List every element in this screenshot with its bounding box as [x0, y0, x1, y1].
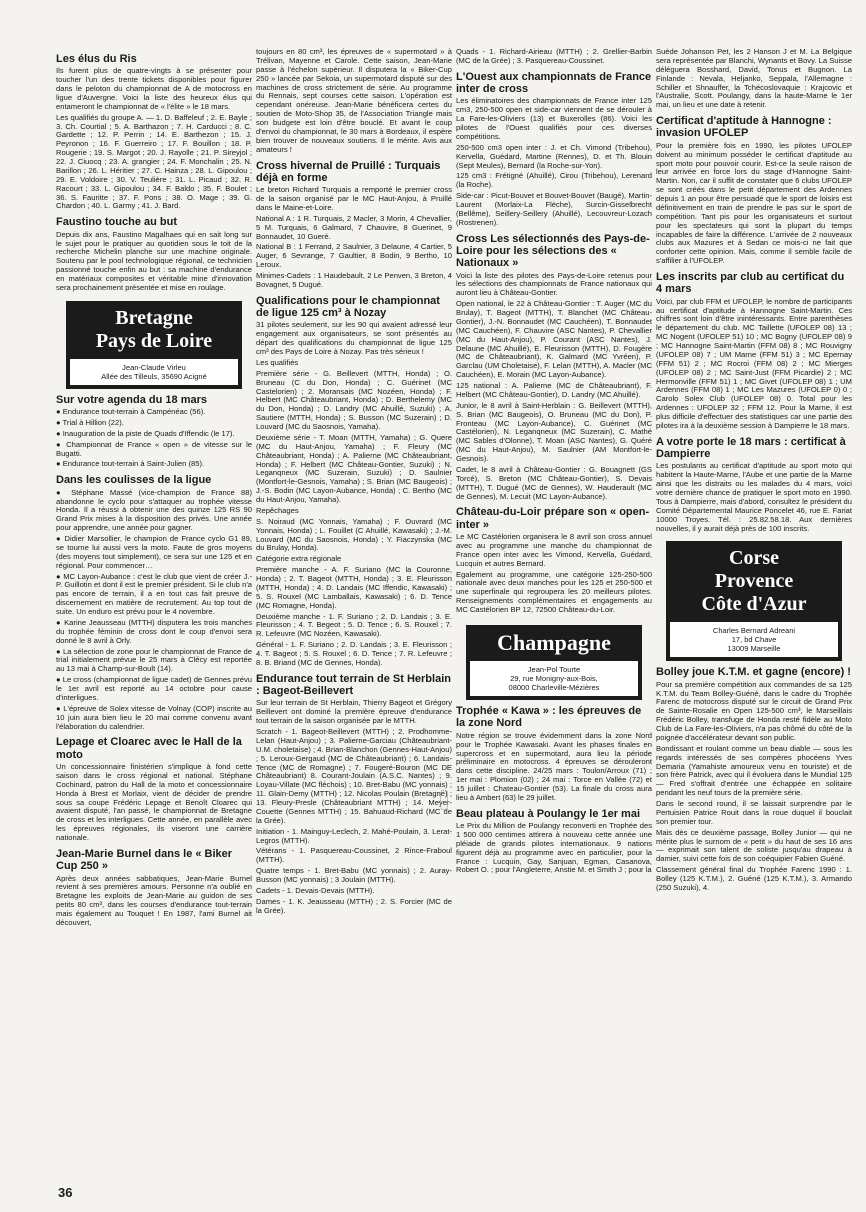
article-text: Première manche - A. F. Suriano (MC la Couronne, Honda) ; 2. T. Bageot (MTTH, Honda) ; 3. E. Fleurisson (MTTH, Honda) ; 4. D. Landais (MC Iffendic, Kawasaki) ; 5. S. Rouxel (MC Lamballais, Kawasaki) ; 6. D. Tence (MC Romagne, Honda).: [256, 565, 452, 610]
article-text: 125 national : A. Palierne (MC de Châteaubriant), F. Helbert (MC Château-Gontier), D. Landry (MC Ahuillé).: [456, 381, 652, 399]
agenda-item: ● Endurance tout-terrain à Saint-Julien (85).: [56, 459, 205, 469]
region-name: Champagne: [497, 629, 611, 655]
article-text: Mais dès ce deuxième passage, Bolley Junior — qui ne mérite plus le surnom de « petit » du haut de ses 16 ans — exprimait son talent de soliste jusqu'au drapeau à damier, suivi cette fois de son coéquipier Fabien Guéné.: [656, 827, 852, 864]
article-text: Classement général final du Trophée Farenc 1990 : 1. Bolley (125 K.T.M.), 2. Guéné (125 K.T.M.), 3. Armando (250 Suzuki), 4.: [656, 865, 852, 892]
page-number: 36: [58, 1185, 73, 1200]
article-title: A votre porte le 18 mars : certificat à Dampierre: [656, 435, 846, 461]
article-text: Bondissant et roulant comme un beau diable — sous les regards intéressés de ses compères phocéens Yves Demaria (Yamahiste amoureux venu en touriste) et de son frère Patrick, avec qui il évoluera dans le Mundial 125 — Fred s'offrait d'entrée une échappée en solitaire pendant les neuf tours de la première série.: [656, 743, 852, 798]
article-text: 250-500 cm3 open inter : J. et Ch. Vimond (Tribehou), Kervella, Guédard, Martine (Rennes), D. et Th. Blouin (Sept Meules), Bernard (la Roche-sur-Yon).: [456, 142, 652, 170]
column-1: [56, 48, 252, 1182]
region-name: Pays de Loire: [95, 329, 213, 352]
article-text: Junior, le 8 avril à Saint-Herblain : G. Beillevert (MTTH), S. Brian (MC Baugeois), O. Bruneau (MC du Don), P. Fronteau (MC Layon-Aubance), C. Guérinet (MC Castélorien), N. Leganqneux (MC Suzerain), C. Mathé (MC Sables d'Olonne), T. Moan (ASC Nantes), G. Quéré (MC du Haut-Anjou), M. Saulnier (AM Montfort-le-Gesnois).: [456, 400, 652, 464]
article-text: Le MC Castélorien organisera le 8 avril son cross annuel avec au programme une manche du championnat de France open inter avec les Vimond, Kervella, Guédard, Lucquin et autres Bernard.: [456, 532, 652, 568]
article-title: Bolley joue K.T.M. et gagne (encore) !: [656, 666, 851, 679]
article-title: Trophée « Kawa » : les épreuves de la zone Nord: [456, 705, 642, 730]
article-text: Voici, par club FFM et UFOLEP, le nombre de participants au certificat d'aptitude à Hannogne Saint-Martin. Ces chiffres sont loin d'être inintéressants. Entre parenthèses le département du club. MC Taillette (UFOLEP 08) 13 ; MC Nogent (UFOLEP 51) 10 ; MC Bogny (UFOLEP 08) 9 ; MC Hannogne Saint-Martin (FFM 08) 8 ; MC Rouvigny (UFOLEP 08) 7 ; UM Marne (FFM 51) 3 ; MC Epernay (FFM 51) 2 ; MC Rocroi (FFM 08) 2 ; MC Mierges (UFOLEP 08) 2 ; MC Saint-Just (FFM Picardie) 2 ; MC Hermonville (FFM 51) 1 ; MC Givet (UFOLEP 08) 1 ; UM Ardennes (FFM 08) 1 ; MC Les Mazures (UFOLEP 0) 0 ; Carolo Solex Club (UFOLEP 08) 0. Total pour les Ardennes : UFOLEP 32 ; FFM 12. Pour la Marne, il est plus difficile d'effectuer des statistiques car une partie des pilotes ira à la deuxième session à Dampierre le 18 mars.: [656, 296, 852, 430]
article-text: Première série - G. Beillevert (MTTH, Honda) ; O. Bruneau (C du Don, Honda) ; C. Guérinet (MC Castelorien) ; 2. Moransais (MC Nozéen, Honda) ; F. Helbert (MC Châteaubriant, Honda) ; D. Berthelemy (MC du Don, Honda) ; D. Landry (MC Ahuillé, Suzuki) ; A. Sautiere (MTTH, Honda) ; S. Busson (MC Suzerain) ; D. Louvard (MC du Saosnois, Yamaha).: [256, 368, 452, 431]
contact-name: Charles Bernard Adreani: [712, 626, 796, 636]
article-title: Dans les coulisses de la ligue: [56, 474, 212, 487]
binding-mark: [440, 790, 448, 810]
region-name: Provence: [714, 570, 794, 593]
article-text: Vétérans - 1. Pasquereau-Coussinet, 2 Rince-Fraboul (MTTH).: [256, 846, 452, 865]
article-text: Minimes-Cadets : 1 Haudebault, 2 Le Penven, 3 Breton, 4 Bovagnet, 5 Dugué.: [256, 271, 452, 289]
region-name: Côte d'Azur: [701, 593, 807, 616]
article-text: Deuxième manche - 1. F. Suriano ; 2. D. Landais ; 3. E. Fleurisson ; 4. T. Begeot ; 5. D. Tence ; 6. S. Rouxel ; 7. R. Lefeuvre (MC Nozéen, Kawasaki).: [256, 611, 452, 639]
article-text: Sur leur terrain de St Herblain, Thierry Bageot et Grégory Beillevert ont dominé la première épreuve d'endurance tout terrain de la saison organisée par le MTTH.: [256, 698, 452, 726]
article-text: Voici la liste des pilotes des Pays-de-Loire retenus pour les sélections des championnats de France nationaux qui auront lieu à Château-Gontier.: [456, 270, 652, 298]
article-title: Lepage et Cloarec avec le Hall de la moto: [56, 736, 242, 761]
contact-address: 29, rue Monigny-aux-Bois,: [510, 674, 598, 684]
region-name: Bretagne: [115, 306, 193, 329]
article-title: Endurance tout terrain de St Herblain : Bageot-Beillevert: [256, 672, 451, 698]
article-text: ● Didier Marsollier, le champion de France cyclo G1 89, se tourne lui aussi vers la moto. Faute de gros moyens (des moyens tout simplement), ce sera sur une 125 et en régional. Pour commencer…: [56, 534, 252, 570]
region-box-champagne: [466, 625, 642, 700]
article-text: Le breton Richard Turquais a remporté le premier cross de la saison organisé par le MC Haut-Anjou, à Pruillé dans le Maine-et-Loire.: [256, 185, 452, 212]
article-text: 31 pilotes seulement, sur les 90 qui avaient adressé leur engagement aux organisateurs, se sont présentés au départ des qualifications du championnat de ligue 125 cm³ des Pays de Loire à Nozay. Pas très sérieux !: [256, 320, 452, 356]
article-title: Faustino touche au but: [56, 216, 177, 229]
article-text: Repêchages: [256, 505, 299, 515]
article-text: Notre région se trouve évidemment dans la zone Nord pour le Trophée Kawasaki. Avant les phases finales en supercross et en supermotard, aura lieu la période préliminaire en motocross. 4 épreuves se dérouleront dans cette discipline. 24/25 mars : Toulon/Arroux (71) ; 1er mai : Plomion (02) ; 24 mai : Torce en Vallée (72) et 15 juillet : Chateau-Gontier (53). La finale du cross aura lieu à Ambert (63) le 29 juillet.: [456, 730, 652, 802]
region-name: Corse: [729, 547, 779, 570]
column-3: [456, 48, 652, 1182]
column-2: [256, 48, 452, 1182]
region-contact: [670, 622, 838, 657]
article-text: Pour sa première compétition aux commandes de sa 125 K.T.M. du Team Bolley-Guéné, dans le cadre du Trophée Farenc de motocross disputé sur le circuit de Grand Prix de Sainte-Rosalie en Open 125-500 cm³, le Marseillais Frédéric Bolley, transfuge de Honda resté fidèle au Moto Club de La Fare-les-Oliviers, n'a pas chômé du côté de la poignée d'accélérateur devant son public.: [656, 679, 852, 742]
region-box-corse-provence: [666, 541, 842, 661]
article-text: ● L'épreuve de Solex vitesse de Volnay (COP) inscrite au 10 juin aura bien lieu le 20 mai comme convenu avant l'élaboration du calendrier.: [56, 703, 252, 731]
contact-name: Jean-Pol Tourte: [527, 665, 581, 675]
article-text: Initiation - 1. Mainguy-Leclech, 2. Mahé-Poulain, 3. Lerat-Legros (MTTH).: [256, 826, 452, 845]
agenda-item: ● Inauguration de la piste de Quads d'Iffendic (le 17).: [56, 428, 235, 438]
article-text: Deuxième série - T. Moan (MTTH, Yamaha) ; G. Quere (MC du Haut-Anjou, Yamaha) ; F. Fleury (MC Châteaubriant, Honda) ; A. Palierne (MC Châteaubriant, Honda) ; F. Helbert (MC Château-Gontier, Suzuki) ; N. Leganqneux (MC Suzerain, Suzuki) ; D. Saulnier (Montfort-le-Gesnois, Yamaha) ; S. Brian (MC Baugeois) ; J.-S. Bodin (MC Layon-Aubance, Honda) ; C. Bertho (MC du Haut-Anjou, Yamaha).: [256, 432, 452, 504]
article-text: ● MC Layon-Aubance : c'est le club que vient de créer J.-P. Guillotin et dont il est le premier président. Si le club n'a pas encore de terrain, il a en tout cas fait preuve de discernement en matière de recrutement. Au top tout de suite. Un enduro est prévu pour le 4 novembre.: [56, 571, 252, 616]
article-text: Suède Johanson Pet, les 2 Hanson J et M. La Belgique sera représentée par Blanchi, Wynants et Bovy. La Suisse déléguera Bosshard, David, Tonus et Bugnon. La Finlande : Nevala, Heljanko, Seppala, l'Allemagne : Schiller et Shnauffer, la Tchécoslovaquie : Krajcovic et l'Australie, Scott. Poulangy, dans la haute-Marne le 1er mai, un lieu et une date à retenir.: [656, 48, 852, 110]
article-text: S. Noiraud (MC Yonnais, Yamaha) ; F. Ouvrard (MC Yonnais, Honda) ; L. Fouillet (C Ahuillé, Kawasaki) ; J.-M. Louvard (MC du Saosnois, Honda) ; Y. Fiaczynska (MC du Brulay, Honda).: [256, 516, 452, 553]
article-text: Cadets - 1. Devais-Devais (MTTH).: [256, 885, 375, 895]
article-text: Cadet, le 8 avril à Château-Gontier : G. Bouagnett (GS Torcé), S. Breton (MC Château-Gontier), S. Devais (MTTH), T. Dugué (MC de Gennes), W. Hauderault (MC de Gennes), M. Lecuit (MC Layon-Aubance).: [456, 464, 652, 501]
article-title: Beau plateau à Poulangy le 1er mai: [456, 807, 641, 820]
article-title: Sur votre agenda du 18 mars: [56, 393, 207, 406]
agenda-item: ● Championnat de France « open » de vitesse sur le Bugatti.: [56, 439, 252, 458]
article-title: L'Ouest aux championnats de France inter de cross: [456, 70, 652, 96]
region-contact: [470, 661, 638, 696]
article-text: Open national, le 22 à Château-Gontier : T. Auger (MC du Brulay), T. Bageot (MTTH), T. Blanchet (MC Château-Gontier), J.-N. Bonnaudet (MC Cauchéen), T. Bonnaudet (MC Cauchéen), F. Chauvire (ASC Nantes), P. Chevallier (MC du Haut-Anjou), P. Courant (ASC Nantes), J. Delaune (MC Ahuillé), E. Fleurisson (MTTH), D. Fougère (MC de Châteaubriant), K. Galmard (MC Yvréen), P. Garclau (UM Choletaise), F. Lelan (MTTH), A. Macler (MC Cauchéen), E. Morain (MC Layon-Aubance).: [456, 299, 652, 380]
article-text: Depuis dix ans, Faustino Magalhaes qui en sait long sur le sujet pour le pratiquer au quotidien sous le toit de la recherche Michelin planche sur une machine originale. Soutenu par le pool technologique régional, ce technicien passionné touche enfin au but : sa machine d'endurance en matériaux composites et véritable mine d'innovation sera prochainement présentée et mise en roulage.: [56, 229, 252, 292]
article-title: Les inscrits par club au certificat du 4 mars: [656, 271, 845, 296]
article-text: 125 cm3 : Frétigné (Ahuillé), Cirou (Tribehou), Lerenard (la Roche).: [456, 171, 652, 190]
contact-name: Jean-Claude Virleu: [122, 362, 186, 372]
article-text: Les postulants au certificat d'aptitude au sport moto qui habitent la Haute-Marne, l'Aube et une partie de la Marne ainsi que les distraits ou les malades du 4 mars, voici votre dernière chance de pratiquer le sport moto en 1990. Tous à Dampierre, mais d'abord, consultez le président du Comité Départemental Maurice Poncelet 46, rue E. Fariat 10000 Troyes. Tél. : 25.82.58.18. Aux dernières nouvelles, il y aurait déjà près de 100 inscrits.: [656, 461, 852, 533]
article-text: Quatre temps - 1. Bret-Babu (MC yonnais) ; 2. Auray-Busson (MC yonnais) ; 3 Joulain (MTTH).: [256, 866, 452, 884]
article-text: ● Karine Jeausseau (MTTH) disputera les trois manches du trophée féminin de cross dont le coup d'envoi sera donné le 8 avril à Orly.: [56, 617, 252, 645]
article-title: Certificat d'aptitude à Hannogne : invasion UFOLEP: [656, 115, 832, 140]
article-text: Dans le second round, il se laissait surprendre par le Pertuisien Patrice Rouit dans la roue duquel il bouclait son premier tour.: [656, 799, 852, 826]
article-title: Château-du-Loir prépare son « open-inter »: [456, 506, 650, 531]
article-text: Scratch - 1. Bageot-Beillevert (MTTH) ; 2. Prodhomme-Lelan (Haut-Anjou) ; 3. Palierne-Garciau (Châteaubriant-U.M. choletaise) ; 4. Brian-Blanchon (Gennes-Haut-Anjou) ; 5. Leroux-Gergaud (MC de Châteaubriant) ; 6. Landais-Tence (MC de Romagne) ; 7. Fougeré-Bouron (MC DE Châteaubriant) 8. Courant-Joulain (A.S.C. Nantes) ; 9. Loyau-Villate (MC fléchois) ; 10. Bret-Babu (MC yonnais) ; 11. Glain-Demy (MTTH) ; 12. Nicolas Poulain (Bretagne) ; 13. Fleury-Presle (Châteaubriant MTTH) ; 14. Meyer-Couette (Gennes MTTH) ; 15. Bahuaud-Richard (MC de la Grée).: [256, 727, 452, 825]
article-title: Cross Les sélectionnés des Pays-de-Loire pour les sélections des « Nationaux »: [456, 232, 650, 270]
article-text: National B : 1 Ferrand, 2 Saulnier, 3 Delaune, 4 Cartier, 5 Auger, 6 Sevrange, 7 Gaultier, 8 Bodin, 9 Bertho, 10 Leroux.: [256, 242, 452, 270]
article-text: Pour la première fois en 1990, les pilotes UFOLEP doivent au minimum posséder le certificat d'aptitude au sport moto pour pouvoir courir. Est-ce la seule raison de leur arrivée en force lors du stage d'Hannogne Saint-Martin. Non, car il suffit de constater que 6 clubs UFOLEP se sont créés dans le petit département des Ardennes depuis 1 an pour être persuadé que le sport de loisirs est définitivement en train de prendre le pas sur le sport de compétition. Tant pis pour les organisateurs et surtout pour les spectateurs qui sont la plupart du temps incapables de faire la différence. L'arrivée de 2 nouveaux clubs aux Mazures et à Sedan ce mois-ci ne fait que conforter cette opinion. Mais, comme il semble facile de s'affilier à l'UFOLEP.: [656, 140, 852, 266]
contact-city: 13009 Marseille: [727, 644, 781, 654]
agenda-item: ● Endurance tout-terrain à Campénéac (56).: [56, 407, 206, 417]
article-text: Quads - 1. Richard-Airieau (MTTH) ; 2. Grellier-Barbin (MC de la Grée) ; 3. Pasquereau-Coussinet.: [456, 48, 652, 65]
article-text: toujours en 80 cm³, les épreuves de « supermotard » à Trélivan, Mayenne et Carole. Cette saison, Jean-Marie passe à l'échelon supérieur. Il disputera la « Biker-Cup 250 » lancée par Sekoia, un supermotard disputé sur des machines de cross strictement de série. Au programme du Rennais, sept courses cette saison. L'opération est cependant onéreuse. Jean-Marie bénéficera certes du soutien de Moto-Shop 35, de l'Association Triangle mais son budgete est loin d'être bouclé. Et avant le coup d'envoi du championnat, le 30 mars à Bordeaux, il espère bien trouver de nouveaux soutiens. Il le mérite. Avis aux amateurs !: [256, 48, 452, 154]
article-title: Qualifications pour le championnat de ligue 125 cm³ à Nozay: [256, 294, 440, 320]
contact-address: 17, bd Chave: [731, 635, 777, 645]
article-text: ● Stéphane Massé (vice-champion de France 88) abandonne le cyclo pour s'attaquer au trophée vitesse Honda. Il a réussi à obtenir une des quinze 125 RS 90 Grand Prix mises à la disposition des privés. Une année pour apprendre, une année pour gagner.: [56, 487, 252, 533]
article-title: Jean-Marie Burnel dans le « Biker Cup 250 »: [56, 847, 233, 873]
contact-address: Allée des Tilleuls, 35690 Acigné: [101, 371, 207, 381]
article-text: Les éliminatoires des championnats de France inter 125 cm3, 250-500 open et side-car viennent de se dérouler à La Fare-les-Oliviers (13) et Buxerolles (86). Voici les pilotes de l'Ouest qualifiés pour ces diverses compétitions.: [456, 96, 652, 141]
article-text: Général - 1. F. Suriano ; 2. D. Landais ; 3. E. Fleurisson ; 4. T. Bageot ; 5. S. Rouxel ; 6. D. Tence ; 7. R. Lefeuvre ; 8. B. Briand (MC de Gennes, Honda).: [256, 640, 452, 667]
article-text: Les qualifiés: [256, 357, 299, 367]
article-text: National A : 1 R. Turquais, 2 Macler, 3 Morin, 4 Chevallier, 5 M. Turquais, 6 Galmard, 7 Chauvire, 8 Guerinet, 9 Bonnaudet, 10 Gueré.: [256, 213, 452, 241]
region-contact: [70, 359, 238, 385]
article-text: Catégorie extra régionale: [256, 554, 342, 564]
article-text: Après deux années sabbatiques, Jean-Marie Burnel revient à ses premières amours. Personne n'a oublié en Bretagne les exploits de Jean-Marie au guidon de ses petits 80 cm³, dans les courses d'endurance tout-terrain mais également au Touquet ! En 1987, l'ami Burnel ait découvert,: [56, 873, 252, 927]
article-text: Le Prix du Million de Poulangy reconverti en Trophée des 1 500 000 centimes attirera à nouveau cette année une pléiade de grands pilotes internationaux. 9 nations figurent déjà au programme avec en particulier, pour la France : Lucquin, Gay, Sanjuan, Egman, Casanova, Robert O. ; pour l'Angleterre, Anstie M. et Smith J ; pour la: [456, 821, 652, 875]
article-text: Side-car : Picut-Bouvet et Bouvet-Bouvet (Baugé), Martin-Laurent (Morlaix-La Flèche), Surcin-Gisselbrecht (Bellême), Seillery-Seillery (Ahuillé), Lecouvreur-Lozach (Rostrenen).: [456, 191, 652, 227]
region-box-bretagne: [66, 301, 242, 389]
article-text: ● Le cross (championnat de ligue cadet) de Gennes prévu le 1er avril est reporté au 14 octobre pour cause d'interligues.: [56, 675, 252, 702]
article-text: Un concessionnaire finistérien s'implique à fond cette saison dans le cross régional et national. Stéphane Cochinard, patron du Hall de la moto et concessionnaire Honda à Brest et Morlaix, vient de décider de prendre sous sa coupe Frédéric Lepage et Benoît Cloarec qui avaient disputé, l'an passé, le championnat de Bretagne de cross et les interligues. Cette année, en parallèle avec les épreuves régionales, ils viseront une carrière nationale.: [56, 762, 252, 842]
article-text: Ils furent plus de quatre-vingts à se présenter pour toucher l'un des trente tickets disponibles pour figurer dans le peloton du championnat de A de motocross en ligue d'Auvergne. Voici la liste des heureux élus qui entameront le championnat de « l'élite » le 18 mars.: [56, 66, 252, 111]
article-text: ● La sélection de zone pour le championnat de France de trial initialement prévue le 25 mars à Clécy est reportée au 13 mai à Champ-sur-Boult (14).: [56, 646, 252, 674]
agenda-item: ● Trial à Hillion (22).: [56, 417, 124, 427]
column-4: [656, 48, 852, 1182]
article-text: Egalement au programme, une catégorie 125-250-500 nationale avec deux manches pour les 125 et 250-500 et une superfinale qui regroupera les 20 meilleurs pilotes. Renseignements complémentaires et engagements au MC Castélorien BP 12, 72500 Château-du-Loir.: [456, 569, 652, 615]
article-text: Dames - 1. K. Jeausseau (MTTH) ; 2. S. Forcier (MC de la Grée).: [256, 896, 452, 915]
article-title: Cross hivernal de Pruillé : Turquais déjà en forme: [256, 159, 441, 184]
article-text: Les qualifiés du groupe A. — 1. D. Baffeleuf ; 2. E. Bayle ; 3. Ch. Courtial ; 5. A. Barthazon ; 7. H. Carducci ; 8. C. Gardette ; 12. P. Perrin ; 14. E. Barthezon ; 15. J. Peyronon ; 16. F. Guerreiro ; 17. F. Bouillon ; 18. P. Rougerie ; 19. S. Margot ; 20. J. Rayolle ; 21. P. Sireyjol ; 22. J. Ciuocq ; 23. A. grangier ; 24. F. Monchalin ; 25. N. Barillon ; 26. L. Héritier ; 27. C. Hainza ; 28. L. Gipoulou ; 29. E. Voldoire ; 30. V. Teulière ; 31. L. Picaud ; 32. R. Racourt ; 33. L. Gipoulou ; 34. F. Baldo ; 35. F. Boulet ; 36. S. Fauritte ; 37. F. Pons ; 38. O. Mage ; 39. G. Chardon ; 40. L. Garmy ; 41. J. Bard.: [56, 112, 252, 211]
contact-city: 08000 Charleville-Mézières: [508, 683, 600, 693]
article-title: Les élus du Ris: [56, 53, 137, 65]
